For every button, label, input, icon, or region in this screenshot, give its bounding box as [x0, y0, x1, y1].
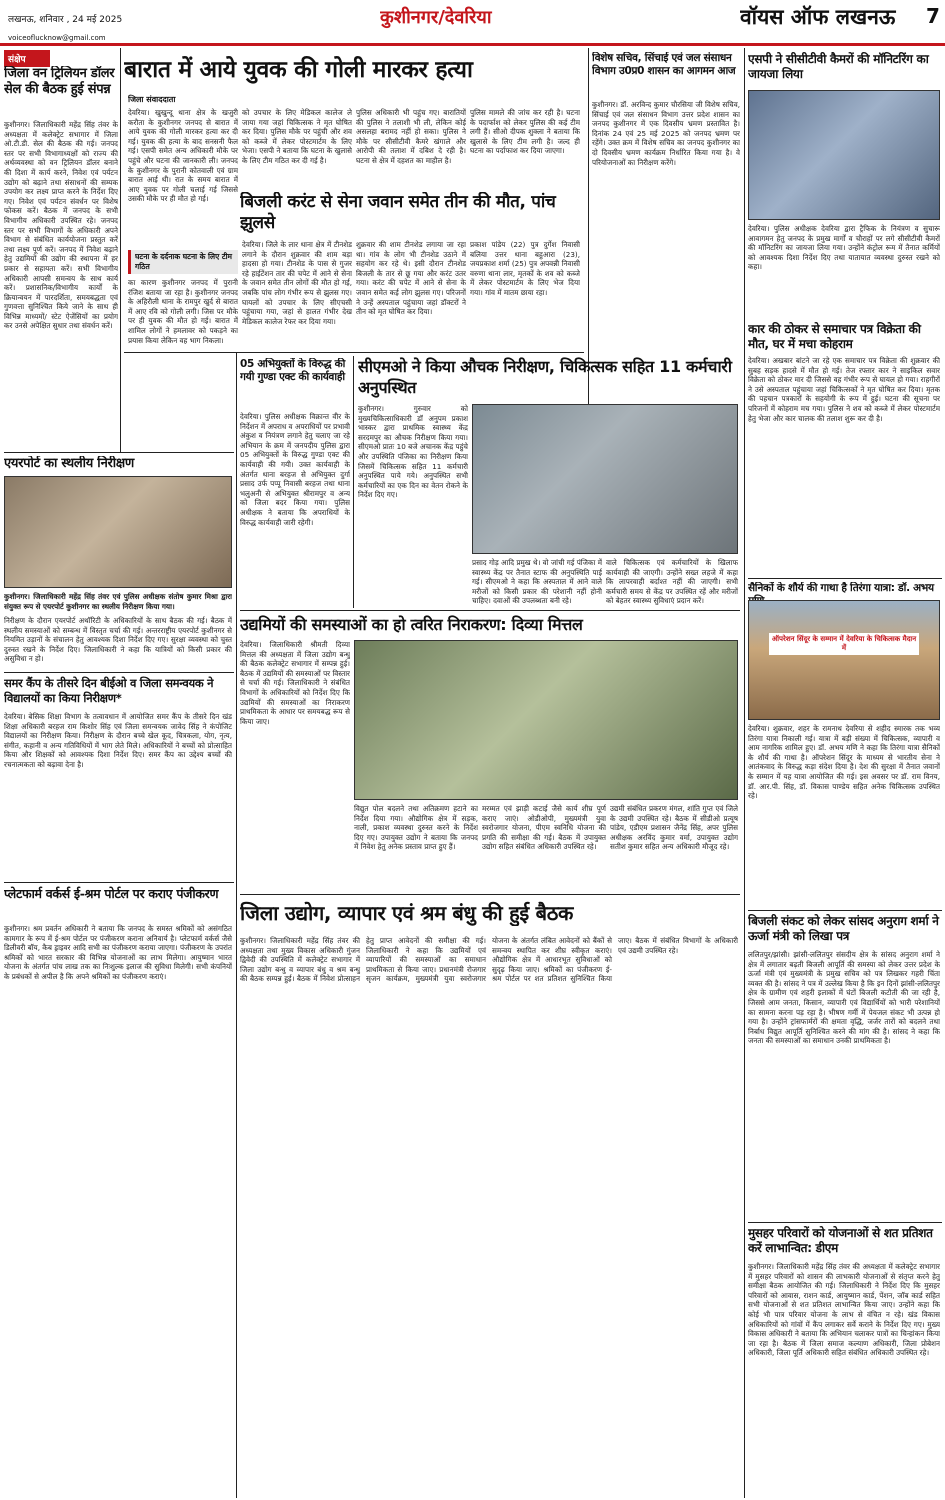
top-box-title: घटना के दर्दनाक घटना के लिए टीम गठित	[135, 252, 233, 271]
cmo-text-1: कुशीनगर। गुरुवार को मुख्यचिकित्साधिकारी डॉ अनुपम प्रकाश भास्कर द्वारा प्राथमिक स्वास्थ्य केंद्र सरदमपुर का औचक निरीक्षण किया गया। सीएमओ प्रातः 10 बजे अचानक केंद्र पहुंचे और उपस्थिति पंजिका का निरीक्षण किया जिसमें चिकित्सक सहित 11 कर्मचारी अनुपस्थित पाये गये। अनुपस्थित सभी कर्मचारियों का एक दिन का वेतन रोकने के निर्देश दिए गए।	[358, 404, 468, 500]
vendor-headline: कार की ठोकर से समाचार पत्र विक्रेता की मौत, घर में मचा कोहराम	[748, 322, 921, 351]
cmo-rule	[240, 610, 740, 611]
email: voiceoflucknow@gmail.com	[8, 34, 106, 42]
col-left-vrule	[236, 352, 237, 1498]
secretary-text: कुशीनगर। डॉ. अरविन्द कुमार चौरसिया जी विशेष सचिव, सिंचाई एवं जल संसाधन विभाग उत्तर प्रदेश शासन का जनपद कुशीनगर में एक दिवसीय भ्रमण प्रस्तावित है। दिनांक 24 एवं 25 मई 2025 को जनपद भ्रमण पर रहेंगे। उक्त क्रम में विशेष सचिव का जनपद कुशीनगर का दो दिवसीय भ्रमण कार्यक्रम निर्धारित किया गया है। वे परियोजनाओं का निरीक्षण करेंगे।	[592, 100, 740, 167]
camp-text: देवरिया। बेसिक शिक्षा विभाग के तत्वावधान में आयोजित समर कैंप के तीसरे दिन खंड शिक्षा अधिकारी बरहज राम किशोर सिंह एवं जिला समन्वयक जावेद सिंह ने कंपोजिट विद्यालयों का निरीक्षण किया। निरीक्षण के दौरान बच्चे खेल कूद, चित्रकला, योग, नृत्य, संगीत, कहानी व अन्य गतिविधियों में भाग लेते मिले। अधिकारियों ने बच्चों को प्रोत्साहित किया और शिक्षकों को आवश्यक दिशा निर्देश दिए। समर कैंप का उद्देश्य बच्चों की रचनात्मकता को बढ़ावा देना है।	[4, 712, 232, 769]
goonda-headline: 05 अभियुक्तों के विरुद्ध की गयी गुण्डा एक्ट की कार्यवाही	[240, 358, 346, 383]
platform-title: प्लेटफार्म वर्कर्स ई-श्रम पोर्टल पर कराए पंजीकरण	[4, 886, 219, 901]
top-byline: जिला संवाददाता	[128, 95, 176, 104]
tiranga-banner: ऑपरेशन सिंदूर के सम्मान में देवरिया के चिकित्सक मैदान में	[769, 633, 919, 655]
tiranga-photo	[748, 600, 940, 720]
musahar-headline: मुसहर परिवारों को योजनाओं से शत प्रतिशत करें लाभान्वित: डीएम	[748, 1226, 933, 1255]
industry-photo	[354, 640, 738, 800]
paper-name: वॉयस ऑफ लखनऊ	[740, 5, 896, 29]
industry-text-1: देवरिया। जिलाधिकारी श्रीमती दिव्या मित्तल की अध्यक्षता में जिला उद्योग बन्धु की बैठक कलेक्ट्रेट सभागार में सम्पन्न हुई। बैठक में उद्यमियों की समस्याओं पर विस्तार से चर्चा की गई। जिलाधिकारी ने संबंधित विभागों के अधिकारियों को निर्देश दिए कि उद्यमियों की समस्याओं का निराकरण प्राथमिकता के आधार पर समयबद्ध रूप से किया जाए।	[240, 640, 350, 726]
secretary-headline: विशेष सचिव, सिंचाई एवं जल संसाधन विभाग उ0प्र0 शासन का आगमन आज	[592, 52, 736, 77]
page-number: 7	[926, 4, 940, 28]
camp-title: समर कैंप के तीसरे दिन बीईओ व जिला समन्वयक ने विद्यालयों का किया निरीक्षण*	[4, 676, 214, 705]
airport-rule	[4, 452, 234, 453]
electric-text-2: शुक्रवार की शाम टीनशेड लगाया जा रहा था। गांव के लोग भी टीनशेड उठाने में सहयोग कर रहे थे। इसी दौरान टीनशेड बिजली के तार से छू गया और करंट उतर गया। करंट की चपेट में आने से सेना के जवान समेत कई लोग झुलस गए। परिजनों ने उन्हें अस्पताल पहुंचाया जहां डॉक्टरों ने तीन को मृत घोषित कर दिया।	[356, 240, 466, 317]
meeting-headline: जिला उद्योग, व्यापार एवं श्रम बंधु की हुई बैठक	[240, 901, 574, 925]
brief-label: संक्षेप	[4, 50, 50, 67]
platform-text: कुशीनगर। श्रम प्रवर्तन अधिकारी ने बताया कि जनपद के समस्त श्रमिकों को असंगठित कामगार के रूप में ई-श्रम पोर्टल पर पंजीकरण कराना अनिवार्य है। प्लेटफार्म वर्कर्स जैसे डिलीवरी बॉय, कैब ड्राइवर आदि सभी का पंजीकरण कराया जाएगा। पंजीकरण के उपरांत श्रमिकों को भारत सरकार की विभिन्न योजनाओं का लाभ मिलेगा। आयुष्मान भारत योजना के अंतर्गत पांच लाख तक का निःशुल्क इलाज की सुविधा मिलेगी। सभी कंपनियों के प्रबंधकों से अपील है कि अपने श्रमिकों का पंजीकरण कराएं।	[4, 924, 232, 981]
tiranga-headline: सैनिकों के शौर्य की गाथा है तिरंगा यात्रा: डॉ. अभय	[748, 582, 934, 594]
top-text-3: को उपचार के लिए मेडिकल कालेज ले जाया गया जहां चिकित्सक ने मृत घोषित कर दिया। पुलिस मौके पर पहुंची और शव को कब्जे में लेकर पोस्टमार्टम के लिए भेजा। एसपी ने बताया कि घटना के खुलासे के लिए टीम गठित कर दी गई है।	[242, 108, 352, 165]
mp-text: ललितपुर/झांसी। झांसी-ललितपुर संसदीय क्षेत्र के सांसद अनुराग शर्मा ने क्षेत्र में लगातार बढ़ती बिजली आपूर्ति की समस्या को लेकर उत्तर प्रदेश के ऊर्जा मंत्री एवं मुख्यमंत्री के प्रमुख सचिव को पत्र लिखकर गहरी चिंता व्यक्त की है। सांसद ने पत्र में उल्लेख किया है कि इन दिनों झांसी-ललितपुर क्षेत्र के ग्रामीण एवं शहरी इलाकों में घंटों बिजली कटौती की जा रही है, जिससे आम जनता, किसान, व्यापारी एवं विद्यार्थियों को भारी परेशानियों का सामना करना पड़ रहा है। भीषण गर्मी में पेयजल संकट भी उत्पन्न हो गया है। उन्होंने ट्रांसफार्मरों की क्षमता वृद्धि, जर्जर तारों को बदलने तथा निर्बाध विद्युत आपूर्ति सुनिश्चित करने की मांग की है। सांसद ने कहा कि जनता की समस्याओं का समाधान उनकी प्राथमिकता है।	[748, 950, 940, 1046]
industry-text-4: उद्यमी संबंधित प्रकरण मंगल, शांति गुप्त एवं जिले के उद्यमी उपस्थित रहे। बैठक में सीडीओ प्रत्यूष पांडेय, एडीएम प्रशासन जैनेंद्र सिंह, अपर पुलिस अधीक्षक अरविंद कुमार वर्मा, उपायुक्त उद्योग सतीश कुमार सहित अन्य अधिकारी मौजूद रहे।	[610, 804, 738, 852]
industry-text-2: विद्युत पोल बदलने तथा अतिक्रमण हटाने का निर्देश दिया गया। औद्योगिक क्षेत्र में सड़क, नाली, प्रकाश व्यवस्था दुरुस्त करने के निर्देश दिए गए। उपायुक्त उद्योग ने बताया कि जनपद में निवेश हेतु अनेक प्रस्ताव प्राप्त हुए हैं।	[354, 804, 478, 852]
cmo-text-2: प्रसाद गोड़ आदि प्रमुख थे। वो जांची गई पंजिका में स्वास्थ्य केंद्र पर तैनात स्टाफ की अनुपस्थिति पाई गई। सीएमओ ने कहा कि अस्पताल में आने वाले मरीजों को किसी प्रकार की परेशानी नहीं होनी चाहिए। दवाओं की उपलब्धता बनी रहे।	[472, 558, 602, 606]
electric-headline: बिजली करंट से सेना जवान समेत तीन की मौत, पांच झुलसे	[240, 192, 556, 233]
industry-rule	[240, 894, 740, 895]
top-box	[128, 250, 238, 274]
brief-1-title: जिला वन ट्रिलियन डॉलर सेल की बैठक हुई संपन्न	[4, 66, 115, 97]
masthead-rule	[0, 43, 945, 46]
camp-rule	[4, 672, 234, 673]
cctv-headline: एसपी ने सीसीटीवी कैमरों की मॉनिटरिंग का जायजा लिया	[748, 52, 929, 81]
musahar-text: कुशीनगर। जिलाधिकारी महेंद्र सिंह तंवर की अध्यक्षता में कलेक्ट्रेट सभागार में मुसहर परिवारों को शासन की लाभकारी योजनाओं से संतृप्त करने हेतु समीक्षा बैठक आयोजित की गई। जिलाधिकारी ने निर्देश दिए कि मुसहर परिवारों को आवास, राशन कार्ड, आयुष्मान कार्ड, पेंशन, जॉब कार्ड सहित सभी योजनाओं से शत प्रतिशत लाभान्वित किया जाए। उन्होंने कहा कि कोई भी पात्र परिवार योजना के लाभ से वंचित न रहे। खंड विकास अधिकारियों को गांवों में कैंप लगाकर सर्वे कराने के निर्देश दिए गए। मुख्य विकास अधिकारी ने बताया कि अभियान चलाकर पात्रों का चिन्हांकन किया जा रहा है। बैठक में जिला समाज कल्याण अधिकारी, जिला प्रोबेशन अधिकारी, जिला पूर्ति अधिकारी सहित संबंधित अधिकारी उपस्थित रहे।	[748, 1262, 940, 1358]
cctv-caption: देवरिया। पुलिस अधीक्षक देवरिया द्वारा ट्रैफिक के नियंत्रण व सुचारू आवागमन हेतु जनपद के प्रमुख मार्गों व चौराहों पर लगे सीसीटीवी कैमरों की मॉनिटरिंग का जायजा लिया गया। उन्होंने कंट्रोल रूम में तैनात कर्मियों को आवश्यक दिशा निर्देश दिए तथा यातायात व्यवस्था दुरुस्त रखने को कहा।	[748, 224, 940, 272]
electric-text-3: प्रकाश पांडेय (22) पुत्र दुर्गेश निवासी बलिया उत्तर थाना बहुआरा (23), जयप्रकाश शर्मा (25) पुत्र अपवन्नी निवासी वरुणा थाना लार, मृतकों के शव को कब्जे में लेकर पोस्टमार्टम के लिए भेज दिया गया। गांव में मातम छाया रहा।	[470, 240, 580, 297]
cmo-headline: सीएमओ ने किया औचक निरीक्षण, चिकित्सक सहित 11 कर्मचारी अनुपस्थित	[358, 357, 732, 397]
goonda-text: देवरिया। पुलिस अधीक्षक विक्रान्त वीर के निर्देशन में अपराध व अपराधियों पर प्रभावी अंकुश व नियंत्रण लगाने हेतु चलाए जा रहे अभियान के क्रम में जनपदीय पुलिस द्वारा 05 अभियुक्तों के विरुद्ध गुण्डा एक्ट की कार्यवाही की गयी। उक्त कार्यवाही के अंतर्गत थाना बरहज से अभियुक्त दुर्गा प्रसाद उर्फ पप्पू निवासी बरहज तथा थाना भलुअनी से अभियुक्त श्रीरामपुर व अन्य को जिला बदर किया गया। पुलिस अधीक्षक ने बताया कि अपराधियों के विरुद्ध कार्यवाही जारी रहेगी।	[240, 412, 350, 527]
top-text-5: पुलिस मामले की जांच कर रही है। घटना के पदार्फाश को लेकर पुलिस की कई टीम लगी हैं। सीओ दीपक शुक्ला ने बताया कि खुलासे के लिए टीम लगी है। जल्द ही घटना का पर्दाफाश कर दिया जाएगा।	[470, 108, 580, 156]
electric-text-1: देवरिया। जिले के लार थाना क्षेत्र में टीनशेड लगाने के दौरान शुक्रवार की शाम बड़ा हादसा हो गया। टीनशेड के पास से गुजर रहे हाईटेंशन तार की चपेट में आने से सेना के जवान समेत तीन लोगों की मौत हो गई, जबकि पांच लोग गंभीर रूप से झुलस गए। घायलों को उपचार के लिए सीएचसी पहुंचाया गया, जहां से हालत गंभीर देख मेडिकल कालेज रेफर कर दिया गया।	[242, 240, 352, 326]
mp-headline: बिजली संकट को लेकर सांसद अनुराग शर्मा ने ऊर्जा मंत्री को लिखा पत्र	[748, 914, 939, 943]
tiranga-rule	[748, 578, 942, 579]
top-text-1: देवरिया। खुखुन्दू थाना क्षेत्र के खजुरी करौता के कुशीनगर जनपद से बारात में आये युवक की गोली मारकर हत्या कर दी गई। युवक की हत्या के बाद सनसनी फैल गई। एसपी समेत अन्य अधिकारी मौके पर पहुंचे और घटना की जानकारी ली। जनपद के कुशीनगर के पुरानी कोतवाली एवं ग्राम बारात आई थी। रात के समय बारात में आए युवक पर गोली चलाई गई जिससे उसकी मौके पर ही मौत हो गई।	[128, 108, 238, 204]
industry-text-3: मरम्मत एवं झाड़ी कटाई जैसे कार्य शीघ्र पूर्ण कराए जाएं। ओडीओपी, मुख्यमंत्री युवा स्वरोजगार योजना, पीएम स्वनिधि योजना की प्रगति की समीक्षा की गई। बैठक में उपायुक्त उद्योग सहित संबंधित अधिकारी उपस्थित रहे।	[482, 804, 606, 852]
cmo-photo	[472, 404, 738, 554]
musahar-rule	[748, 1222, 942, 1223]
vendor-text: देवरिया। अखबार बांटने जा रहे एक समाचार पत्र विक्रेता की शुक्रवार की सुबह सड़क हादसे में मौत हो गई। तेज रफ्तार कार ने साइकिल सवार विक्रेता को ठोकर मार दी जिससे वह गंभीर रूप से घायल हो गया। राहगीरों ने उसे अस्पताल पहुंचाया जहां चिकित्सकों ने मृत घोषित कर दिया। मृतक की पहचान पत्रकारों के सहयोगी के रूप में हुई। घटना की सूचना पर परिजनों में कोहराम मच गया। पुलिस ने शव को कब्जे में लेकर पोस्टमार्टम हेतु भेजा और कार चालक की तलाश शुरू कर दी है।	[748, 356, 940, 423]
dateline: लखनऊ, शनिवार , 24 मई 2025	[8, 15, 123, 25]
top-headline: बारात में आये युवक की गोली मारकर हत्या	[124, 57, 473, 83]
airport-title: एयरपोर्ट का स्थलीय निरीक्षण	[4, 456, 134, 471]
meeting-text: कुशीनगर। जिलाधिकारी महेंद्र सिंह तंवर की अध्यक्षता तथा मुख्य विकास अधिकारी गुंजन द्विवेदी की उपस्थिति में कलेक्ट्रेट सभागार में जिला उद्योग बन्धु व व्यापार बंधु व श्रम बन्धु की बैठक सम्पन्न हुई। बैठक में निवेश प्रोत्साहन हेतु प्राप्त आवेदनों की समीक्षा की गई। जिलाधिकारी ने कहा कि उद्यमियों एवं व्यापारियों की समस्याओं का समाधान प्राथमिकता से किया जाए। प्रधानमंत्री रोजगार सृजन कार्यक्रम, मुख्यमंत्री युवा स्वरोजगार योजना के अंतर्गत लंबित आवेदनों को बैंकों से समन्वय स्थापित कर शीघ्र स्वीकृत कराएं। औद्योगिक क्षेत्र में आधारभूत सुविधाओं को सुदृढ़ किया जाए। श्रमिकों का पंजीकरण ई-श्रम पोर्टल पर शत प्रतिशत सुनिश्चित किया जाए। बैठक में संबंधित विभागों के अधिकारी एवं उद्यमी उपस्थित रहे।	[240, 936, 738, 984]
col1-rule	[120, 48, 121, 452]
col5-rule	[744, 48, 745, 1498]
tiranga-text: देवरिया। शुक्रवार, शहर के रामनाथ देवरिया से शहीद स्मारक तक भव्य तिरंगा यात्रा निकाली गई। यात्रा में बड़ी संख्या में चिकित्सक, व्यापारी व आम नागरिक शामिल हुए। डॉ. अभय मणि ने कहा कि तिरंगा यात्रा सैनिकों के शौर्य की गाथा है। ऑपरेशन सिंदूर के माध्यम से भारतीय सेना ने आतंकवाद के विरुद्ध कड़ा संदेश दिया है। देश की सुरक्षा में तैनात जवानों के सम्मान में यह यात्रा आयोजित की गई। इस अवसर पर डॉ. राम विनय, डॉ. आर.पी. सिंह, डॉ. विकास पाण्डेय सहित अनेक चिकित्सक उपस्थित रहे।	[748, 724, 940, 801]
goonda-vrule	[353, 356, 354, 608]
top-text-2: का कारण कुशीनगर जनपद में पुरानी रंजिश बताया जा रहा है। कुशीनगर जनपद के अहिरौली थाना के रामपुर खुर्द से बारात में आए रवि को गोली लगी। जिस पर मौके पर ही युवक की मौत हो गई। बारात में शामिल लोगों ने हमलावर को पकड़ने का प्रयास किया लेकिन वह भाग निकला।	[128, 278, 238, 345]
airport-text: निरीक्षण के दौरान एयरपोर्ट अथॉरिटी के अधिकारियों के साथ बैठक की गई। बैठक में स्थलीय समस्याओं को सम्बन्ध में विस्तृत चर्चा की गई। अन्तरराष्ट्रीय एयरपोर्ट कुशीनगर से नियमित उड़ानों के संचालन हेतु आवश्यक दिशा निर्देश दिए गए। सुरक्षा व्यवस्था को चुस्त दुरुस्त रखने के निर्देश दिए। जिलाधिकारी ने कहा कि यात्रियों को किसी प्रकार की असुविधा न हो।	[4, 616, 232, 664]
top-text-4: पुलिस अधिकारी भी पहुंच गए। बारातियों की पुलिस ने तलाशी भी ली, लेकिन कोई असलहा बरामद नहीं हो सका। पुलिस ने मौके पर सीसीटीवी कैमरे खंगाले और आरोपी की तलाश में दबिश दे रही है। घटना से क्षेत्र में दहशत का माहौल है।	[356, 108, 466, 165]
airport-photo	[4, 476, 232, 588]
mp-rule	[748, 910, 942, 911]
section-title: कुशीनगर/देवरिया	[380, 7, 492, 28]
cctv-photo	[748, 90, 940, 220]
top-rule-bottom	[124, 352, 584, 353]
industry-headline: उद्यमियों की समस्याओं का हो त्वरित निराकरण: दिव्या मित्तल	[240, 615, 583, 634]
cmo-text-3: वाले चिकित्सक एवं कर्मचारियों के खिलाफ कार्यवाही की जाएगी। उन्होंने सख्त लहजे में कहा कि लापरवाही बर्दाश्त नहीं की जाएगी। सभी कर्मचारी समय से केंद्र पर उपस्थित रहें और मरीजों को बेहतर स्वास्थ्य सुविधाएं प्रदान करें।	[606, 558, 738, 606]
brief-1-text: कुशीनगर। जिलाधिकारी महेंद्र सिंह तंवर के अध्यक्षता में कलेक्ट्रेट सभागार में जिला ओ.टी.डी. सेल की बैठक की गई। जनपद स्तर पर सभी विभागाध्यक्षों को राज्य की अर्थव्यवस्था को वन ट्रिलियन डॉलर बनाने की दिशा में कार्य करने, निवेश एवं पर्यटन उद्योग को बढ़ाने तथा संसाधनों की सम्यक उपयोग कर लक्ष्य प्राप्त करने के निर्देश दिए गए। निवेश एवं पर्यटन संवर्धन पर विशेष फोकस करें। बैठक में जनपद के सभी विभागीय अधिकारी उपस्थित रहे। जनपद स्तर पर सभी विभागों के अधिकारी अपने विभाग से संबंधित कार्ययोजना प्रस्तुत करें तथा लक्ष्य पूर्ण करें। जनपद में निवेश बढ़ाने हेतु उद्यमियों की उद्योग की स्थापना में हर प्रकार से सहायता करें। सभी विभागीय अधिकारी आपसी समन्वय के साथ कार्य करें। प्रशासनिक/विभागीय कार्यों के क्रियान्वयन में पारदर्शिता, समयबद्धता एवं गुणवत्ता सुनिश्चित किये जाने के साथ ही विभिन्न माध्यमों/ स्टेट ऐजेंसियों का प्रयोग कर उनसे अपेक्षित सुधार तथा संवर्धन करें।	[4, 120, 118, 331]
airport-caption: कुशीनगर। जिलाधिकारी महेंद्र सिंह तंवर एवं पुलिस अधीक्षक संतोष कुमार मिश्रा द्वारा संयुक्त रूप से एयरपोर्ट कुशीनगर का स्थलीय निरीक्षण किया गया।	[4, 592, 232, 611]
platform-rule	[4, 882, 234, 883]
